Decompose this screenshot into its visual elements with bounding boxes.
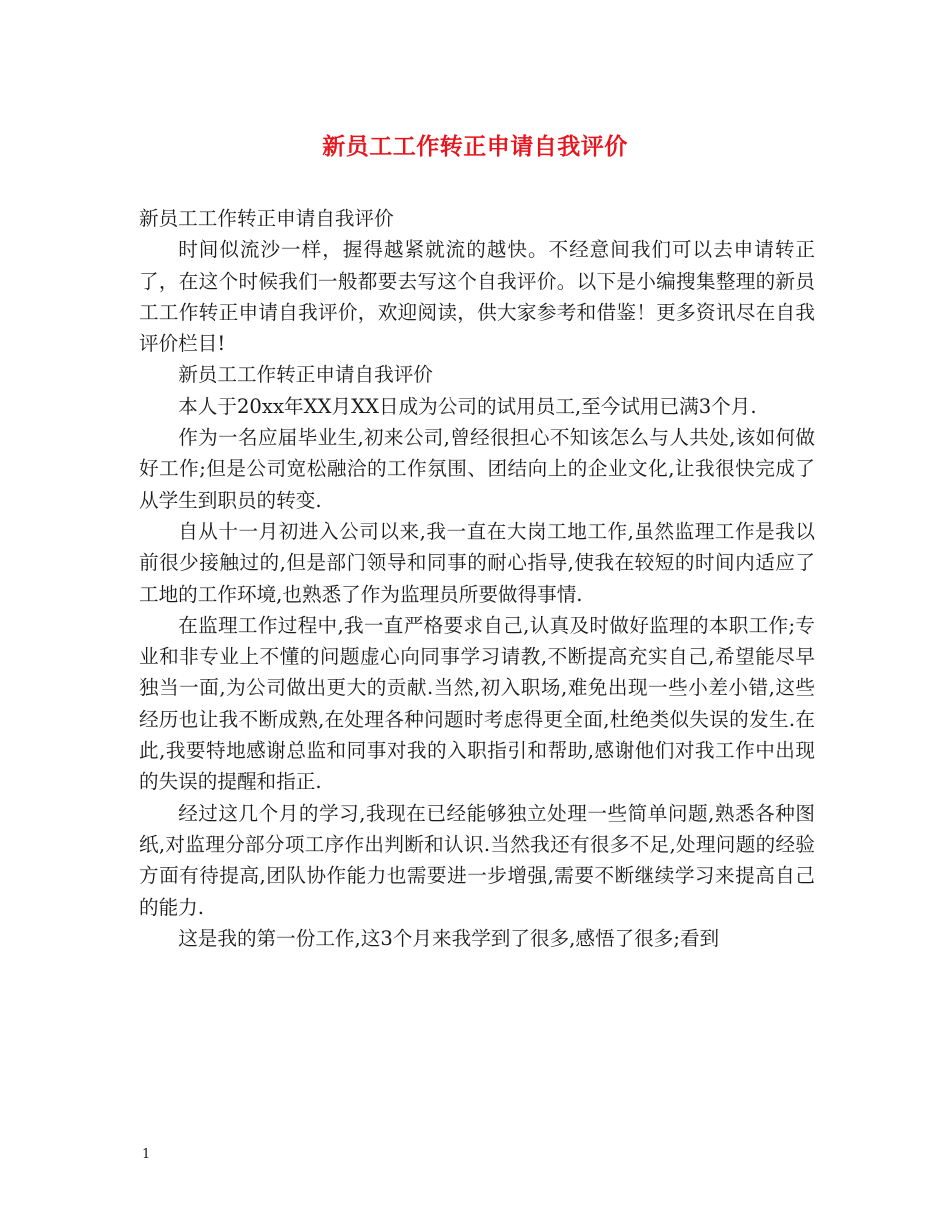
body-paragraph: 自从十一月初进入公司以来,我一直在大岗工地工作,虽然监理工作是我以前很少接触过的,但是部门领导和同事的耐心指导,使我在较短的时间内适应了工地的工作环境,也熟悉了作为监理员所要做得事情. (139, 519, 815, 606)
body-paragraph: 本人于20xx年XX月XX日成为公司的试用员工,至今试用已满3个月. (178, 394, 757, 418)
body-paragraph-intro: 时间似流沙一样，握得越紧就流的越快。不经意间我们可以去申请转正了，在这个时候我们一般都要去写这个自我评价。以下是小编搜集整理的新员工工作转正申请自我评价，欢迎阅读，供大家参考和借鉴！更多资讯尽在自我评价栏目! (139, 238, 815, 356)
body-paragraph: 在监理工作过程中,我一直严格要求自己,认真及时做好监理的本职工作;专业和非专业上不懂的问题虚心向同事学习请教,不断提高充实自己,希望能尽早独当一面,为公司做出更大的贡献.当然,初入职场,难免出现一些小差小错,这些经历也让我不断成熟,在处理各种问题时考虑得更全面,杜绝类似失误的发生.在此,我要特地感谢总监和同事对我的入职指引和帮助,感谢他们对我工作中出现的失误的提醒和指正. (139, 613, 815, 794)
page-number: 1 (142, 1147, 151, 1162)
body-section-heading: 新员工工作转正申请自我评价 (178, 363, 433, 387)
document-body (139, 203, 815, 954)
body-paragraph: 这是我的第一份工作,这3个月来我学到了很多,感悟了很多;看到 (178, 926, 720, 950)
body-paragraph: 作为一名应届毕业生,初来公司,曾经很担心不知该怎么与人共处,该如何做好工作;但是公司宽松融洽的工作氛围、团结向上的企业文化,让我很快完成了从学生到职员的转变. (139, 426, 815, 512)
document-title: 新员工工作转正申请自我评价 (322, 134, 628, 160)
body-subtitle: 新员工工作转正申请自我评价 (139, 207, 394, 230)
body-paragraph: 经过这几个月的学习,我现在已经能够独立处理一些简单问题,熟悉各种图纸,对监理分部分项工序作出判断和认识.当然我还有很多不足,处理问题的经验方面有待提高,团队协作能力也需要进一步增强,需要不断继续学习来提高自己的能力. (139, 801, 815, 919)
